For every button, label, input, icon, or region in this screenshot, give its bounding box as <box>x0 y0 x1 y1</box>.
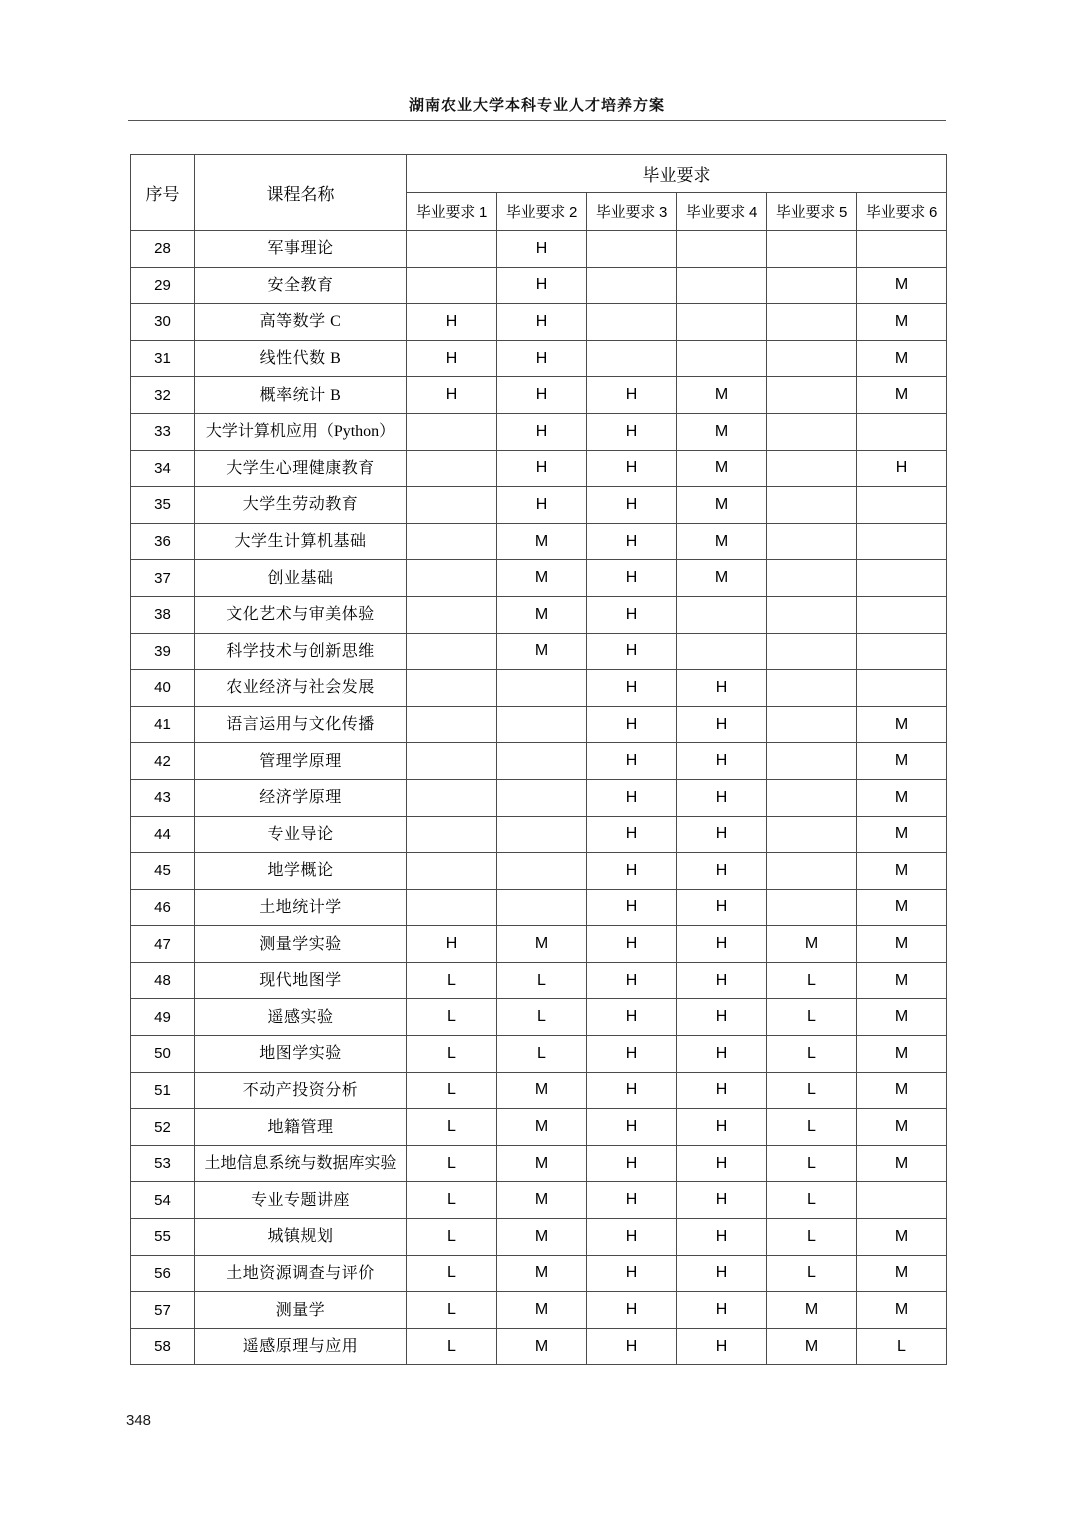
course-name-cell: 文化艺术与审美体验 <box>195 596 407 633</box>
requirement-level-cell <box>407 633 497 670</box>
row-index-cell: 34 <box>131 450 195 487</box>
requirement-level-cell: M <box>497 1292 587 1329</box>
row-index-cell: 56 <box>131 1255 195 1292</box>
table-row <box>131 999 947 1036</box>
row-index-cell: 48 <box>131 962 195 999</box>
requirement-level-cell: M <box>677 560 767 597</box>
requirement-level-cell: M <box>857 999 947 1036</box>
course-name-cell: 地学概论 <box>195 853 407 890</box>
requirement-level-cell <box>407 670 497 707</box>
requirement-level-cell <box>677 633 767 670</box>
requirement-level-cell: H <box>587 1328 677 1365</box>
requirement-level-cell: H <box>677 889 767 926</box>
requirement-level-cell: H <box>587 1145 677 1182</box>
requirement-level-cell: M <box>677 413 767 450</box>
requirement-level-cell: H <box>497 267 587 304</box>
requirement-level-cell: L <box>407 999 497 1036</box>
requirement-level-cell: M <box>857 853 947 890</box>
requirement-level-cell: H <box>587 633 677 670</box>
requirement-level-cell: H <box>587 1072 677 1109</box>
requirement-level-cell <box>767 560 857 597</box>
course-name-cell: 经济学原理 <box>195 779 407 816</box>
table-row <box>131 816 947 853</box>
requirement-level-cell: H <box>587 1219 677 1256</box>
requirement-level-cell: L <box>767 999 857 1036</box>
table-row <box>131 1182 947 1219</box>
column-header-requirement-5: 毕业要求 5 <box>767 193 857 231</box>
requirement-level-cell: M <box>497 596 587 633</box>
requirement-level-cell: M <box>497 633 587 670</box>
row-index-cell: 31 <box>131 340 195 377</box>
header-row-top <box>131 155 947 193</box>
requirement-level-cell: M <box>857 962 947 999</box>
row-index-cell: 51 <box>131 1072 195 1109</box>
requirement-level-cell <box>407 231 497 268</box>
requirement-level-cell: M <box>677 377 767 414</box>
requirement-level-cell: L <box>497 1036 587 1073</box>
requirement-level-cell: M <box>497 523 587 560</box>
requirement-level-cell: H <box>677 1255 767 1292</box>
requirement-level-cell: H <box>587 1255 677 1292</box>
requirement-level-cell: L <box>407 1182 497 1219</box>
requirement-level-cell <box>677 267 767 304</box>
requirement-level-cell <box>767 670 857 707</box>
requirement-level-cell: M <box>857 304 947 341</box>
column-header-requirement-4: 毕业要求 4 <box>677 193 767 231</box>
course-name-cell: 地籍管理 <box>195 1109 407 1146</box>
table-row <box>131 1036 947 1073</box>
requirement-level-cell: L <box>767 1219 857 1256</box>
requirement-level-cell <box>677 231 767 268</box>
course-name-cell: 创业基础 <box>195 560 407 597</box>
table-row <box>131 962 947 999</box>
header-divider <box>128 120 946 121</box>
course-name-cell: 语言运用与文化传播 <box>195 706 407 743</box>
requirement-level-cell <box>857 560 947 597</box>
course-name-cell: 土地统计学 <box>195 889 407 926</box>
requirement-level-cell: H <box>407 340 497 377</box>
requirement-level-cell: M <box>497 1255 587 1292</box>
requirement-level-cell: M <box>857 926 947 963</box>
requirement-level-cell <box>677 304 767 341</box>
requirement-level-cell <box>407 413 497 450</box>
requirement-level-cell: M <box>767 926 857 963</box>
requirement-level-cell: H <box>587 706 677 743</box>
column-header-requirement-6: 毕业要求 6 <box>857 193 947 231</box>
requirement-level-cell: M <box>857 706 947 743</box>
requirement-level-cell: H <box>677 1036 767 1073</box>
requirement-level-cell: M <box>857 340 947 377</box>
requirement-level-cell: M <box>857 779 947 816</box>
table-row <box>131 706 947 743</box>
requirement-level-cell: H <box>587 962 677 999</box>
table-row <box>131 487 947 524</box>
requirement-level-cell <box>407 487 497 524</box>
table-row <box>131 1109 947 1146</box>
requirement-level-cell: M <box>857 889 947 926</box>
requirement-level-cell: M <box>497 1109 587 1146</box>
requirement-level-cell: H <box>587 1292 677 1329</box>
requirement-level-cell: H <box>497 377 587 414</box>
requirement-level-cell <box>497 743 587 780</box>
table-row <box>131 523 947 560</box>
table-row <box>131 670 947 707</box>
requirement-level-cell <box>767 816 857 853</box>
table-row <box>131 779 947 816</box>
table-row <box>131 743 947 780</box>
requirement-level-cell: H <box>407 304 497 341</box>
requirement-level-cell <box>767 523 857 560</box>
requirement-level-cell: M <box>677 450 767 487</box>
course-name-cell: 大学生计算机基础 <box>195 523 407 560</box>
requirement-level-cell: M <box>497 1072 587 1109</box>
row-index-cell: 42 <box>131 743 195 780</box>
table-row <box>131 1219 947 1256</box>
course-name-cell: 科学技术与创新思维 <box>195 633 407 670</box>
requirement-level-cell: H <box>497 487 587 524</box>
requirement-level-cell: L <box>767 1255 857 1292</box>
requirement-level-cell <box>857 413 947 450</box>
requirement-level-cell: H <box>497 413 587 450</box>
requirement-level-cell <box>767 487 857 524</box>
row-index-cell: 37 <box>131 560 195 597</box>
requirement-level-cell <box>407 560 497 597</box>
requirement-level-cell: L <box>407 1255 497 1292</box>
row-index-cell: 46 <box>131 889 195 926</box>
requirement-level-cell <box>767 340 857 377</box>
row-index-cell: 30 <box>131 304 195 341</box>
requirement-level-cell <box>767 231 857 268</box>
requirement-level-cell: H <box>587 450 677 487</box>
row-index-cell: 29 <box>131 267 195 304</box>
requirement-level-cell <box>767 779 857 816</box>
row-index-cell: 50 <box>131 1036 195 1073</box>
requirement-level-cell: L <box>407 1292 497 1329</box>
row-index-cell: 45 <box>131 853 195 890</box>
requirement-level-cell <box>677 596 767 633</box>
course-name-cell: 不动产投资分析 <box>195 1072 407 1109</box>
requirement-level-cell <box>587 340 677 377</box>
requirement-level-cell: L <box>767 1145 857 1182</box>
requirement-level-cell <box>857 633 947 670</box>
requirement-level-cell <box>767 267 857 304</box>
requirement-level-cell <box>407 523 497 560</box>
row-index-cell: 41 <box>131 706 195 743</box>
requirement-level-cell: H <box>587 816 677 853</box>
table-head <box>131 155 947 231</box>
course-name-cell: 专业导论 <box>195 816 407 853</box>
requirement-level-cell: H <box>677 1328 767 1365</box>
requirement-level-cell: H <box>677 706 767 743</box>
requirement-level-cell: H <box>677 779 767 816</box>
requirement-level-cell <box>497 779 587 816</box>
requirement-level-cell <box>857 596 947 633</box>
requirement-level-cell: H <box>587 560 677 597</box>
table-row <box>131 1328 947 1365</box>
table-row <box>131 340 947 377</box>
requirement-level-cell: H <box>587 413 677 450</box>
requirement-level-cell: H <box>497 231 587 268</box>
course-name-cell: 农业经济与社会发展 <box>195 670 407 707</box>
requirement-level-cell: M <box>497 1219 587 1256</box>
requirement-level-cell: M <box>677 487 767 524</box>
row-index-cell: 39 <box>131 633 195 670</box>
requirement-level-cell: M <box>497 560 587 597</box>
requirement-level-cell: L <box>407 1109 497 1146</box>
requirement-level-cell <box>857 523 947 560</box>
row-index-cell: 40 <box>131 670 195 707</box>
requirement-level-cell: M <box>857 1072 947 1109</box>
course-requirement-matrix <box>130 154 946 1365</box>
table-row <box>131 1145 947 1182</box>
requirement-level-cell <box>497 670 587 707</box>
requirement-level-cell <box>857 231 947 268</box>
course-name-cell: 遥感原理与应用 <box>195 1328 407 1365</box>
course-name-cell: 现代地图学 <box>195 962 407 999</box>
course-name-cell: 大学计算机应用（Python） <box>195 413 407 450</box>
requirement-level-cell: L <box>497 962 587 999</box>
course-name-cell: 城镇规划 <box>195 1219 407 1256</box>
row-index-cell: 53 <box>131 1145 195 1182</box>
requirement-level-cell: L <box>407 1219 497 1256</box>
requirement-level-cell: H <box>497 340 587 377</box>
requirement-level-cell: H <box>587 1036 677 1073</box>
row-index-cell: 35 <box>131 487 195 524</box>
requirement-level-cell: L <box>407 1145 497 1182</box>
row-index-cell: 49 <box>131 999 195 1036</box>
requirement-level-cell: M <box>857 1109 947 1146</box>
requirement-level-cell: H <box>677 743 767 780</box>
requirement-level-cell: H <box>677 962 767 999</box>
row-index-cell: 33 <box>131 413 195 450</box>
column-header-requirement-3: 毕业要求 3 <box>587 193 677 231</box>
row-index-cell: 43 <box>131 779 195 816</box>
requirement-level-cell: H <box>587 523 677 560</box>
course-name-cell: 土地信息系统与数据库实验 <box>195 1145 407 1182</box>
requirement-level-cell <box>767 450 857 487</box>
requirement-level-cell <box>767 743 857 780</box>
table-row <box>131 267 947 304</box>
requirement-level-cell <box>407 706 497 743</box>
requirement-level-cell: L <box>767 962 857 999</box>
row-index-cell: 58 <box>131 1328 195 1365</box>
requirement-level-cell: H <box>587 1182 677 1219</box>
table-row <box>131 377 947 414</box>
requirement-level-cell: H <box>677 1145 767 1182</box>
table-row <box>131 413 947 450</box>
requirement-level-cell <box>497 706 587 743</box>
course-name-cell: 安全教育 <box>195 267 407 304</box>
requirement-level-cell: L <box>767 1109 857 1146</box>
column-header-index: 序号 <box>131 155 195 231</box>
requirement-level-cell <box>407 267 497 304</box>
table-row <box>131 596 947 633</box>
row-index-cell: 28 <box>131 231 195 268</box>
requirement-level-cell <box>857 670 947 707</box>
requirement-level-cell <box>857 487 947 524</box>
requirement-level-cell: H <box>677 999 767 1036</box>
requirement-level-cell: L <box>407 1072 497 1109</box>
requirement-level-cell <box>407 816 497 853</box>
requirement-level-cell: M <box>857 377 947 414</box>
requirement-level-cell <box>767 413 857 450</box>
running-header <box>128 96 946 121</box>
course-name-cell: 遥感实验 <box>195 999 407 1036</box>
requirement-level-cell: L <box>497 999 587 1036</box>
table-row <box>131 633 947 670</box>
table-body <box>131 231 947 1365</box>
requirement-level-cell: H <box>857 450 947 487</box>
requirement-level-cell: M <box>857 1255 947 1292</box>
requirement-level-cell <box>497 816 587 853</box>
requirement-level-cell: H <box>677 926 767 963</box>
requirement-level-cell: H <box>587 487 677 524</box>
requirement-level-cell: H <box>587 743 677 780</box>
requirement-level-cell: H <box>407 926 497 963</box>
table-row <box>131 926 947 963</box>
course-name-cell: 高等数学 C <box>195 304 407 341</box>
requirement-level-cell: M <box>857 1219 947 1256</box>
requirement-level-cell: H <box>587 889 677 926</box>
requirement-level-cell <box>587 304 677 341</box>
requirement-level-cell <box>587 267 677 304</box>
row-index-cell: 32 <box>131 377 195 414</box>
requirement-level-cell: H <box>587 670 677 707</box>
requirement-level-cell: M <box>677 523 767 560</box>
requirement-level-cell: M <box>767 1328 857 1365</box>
column-header-requirement-1: 毕业要求 1 <box>407 193 497 231</box>
row-index-cell: 57 <box>131 1292 195 1329</box>
requirement-level-cell <box>407 889 497 926</box>
requirement-level-cell <box>767 706 857 743</box>
requirement-level-cell: L <box>407 1036 497 1073</box>
requirement-level-cell: L <box>407 962 497 999</box>
table-row <box>131 889 947 926</box>
requirement-level-cell <box>767 853 857 890</box>
requirement-level-cell: M <box>497 926 587 963</box>
requirement-level-cell <box>767 596 857 633</box>
row-index-cell: 55 <box>131 1219 195 1256</box>
requirement-level-cell <box>587 231 677 268</box>
requirement-level-cell: M <box>857 267 947 304</box>
row-index-cell: 54 <box>131 1182 195 1219</box>
requirement-level-cell: H <box>587 377 677 414</box>
requirement-level-cell: M <box>857 816 947 853</box>
requirement-level-cell <box>767 889 857 926</box>
requirement-level-cell: M <box>857 743 947 780</box>
requirement-level-cell: H <box>587 1109 677 1146</box>
document-title: 湖南农业大学本科专业人才培养方案 <box>408 98 665 114</box>
requirement-level-cell: H <box>587 999 677 1036</box>
requirement-level-cell: H <box>497 304 587 341</box>
course-name-cell: 土地资源调查与评价 <box>195 1255 407 1292</box>
requirement-level-cell: H <box>587 926 677 963</box>
requirement-level-cell <box>857 1182 947 1219</box>
course-name-cell: 大学生劳动教育 <box>195 487 407 524</box>
table-row <box>131 231 947 268</box>
requirement-level-cell <box>407 596 497 633</box>
table-row <box>131 1255 947 1292</box>
column-header-requirement-2: 毕业要求 2 <box>497 193 587 231</box>
requirement-level-cell: H <box>677 1219 767 1256</box>
requirement-level-cell <box>407 779 497 816</box>
requirement-level-cell: L <box>767 1182 857 1219</box>
requirement-level-cell: H <box>497 450 587 487</box>
requirement-level-cell: H <box>407 377 497 414</box>
requirement-level-cell: L <box>767 1036 857 1073</box>
requirement-level-cell: L <box>857 1328 947 1365</box>
requirement-level-cell: M <box>497 1145 587 1182</box>
requirement-level-cell: M <box>857 1036 947 1073</box>
requirement-level-cell: M <box>857 1292 947 1329</box>
requirement-level-cell: H <box>677 1292 767 1329</box>
course-name-cell: 地图学实验 <box>195 1036 407 1073</box>
course-name-cell: 测量学 <box>195 1292 407 1329</box>
table-row <box>131 560 947 597</box>
requirement-level-cell <box>767 633 857 670</box>
row-index-cell: 47 <box>131 926 195 963</box>
requirement-level-cell: M <box>767 1292 857 1329</box>
table-row <box>131 853 947 890</box>
requirement-level-cell: H <box>677 853 767 890</box>
course-name-cell: 线性代数 B <box>195 340 407 377</box>
requirement-level-cell: H <box>587 779 677 816</box>
page-number: 348 <box>126 1412 152 1429</box>
row-index-cell: 38 <box>131 596 195 633</box>
requirement-level-cell: H <box>677 1109 767 1146</box>
requirement-level-cell: H <box>677 670 767 707</box>
table-row <box>131 1072 947 1109</box>
requirement-level-cell: H <box>587 853 677 890</box>
course-name-cell: 大学生心理健康教育 <box>195 450 407 487</box>
requirement-level-cell: M <box>497 1182 587 1219</box>
requirement-level-cell <box>407 743 497 780</box>
requirement-level-cell <box>767 304 857 341</box>
row-index-cell: 36 <box>131 523 195 560</box>
requirement-level-cell <box>497 889 587 926</box>
row-index-cell: 44 <box>131 816 195 853</box>
table-row <box>131 450 947 487</box>
course-name-cell: 专业专题讲座 <box>195 1182 407 1219</box>
requirement-level-cell: M <box>497 1328 587 1365</box>
table-row <box>131 1292 947 1329</box>
requirement-level-cell: L <box>767 1072 857 1109</box>
column-group-header-graduation-requirements: 毕业要求 <box>407 155 947 193</box>
matrix-table <box>130 154 947 1365</box>
column-header-course-name: 课程名称 <box>195 155 407 231</box>
requirement-level-cell: H <box>677 816 767 853</box>
requirement-level-cell: M <box>857 1145 947 1182</box>
requirement-level-cell: L <box>407 1328 497 1365</box>
requirement-level-cell <box>677 340 767 377</box>
requirement-level-cell: H <box>587 596 677 633</box>
requirement-level-cell <box>497 853 587 890</box>
course-name-cell: 管理学原理 <box>195 743 407 780</box>
course-name-cell: 测量学实验 <box>195 926 407 963</box>
course-name-cell: 军事理论 <box>195 231 407 268</box>
table-row <box>131 304 947 341</box>
requirement-level-cell: H <box>677 1072 767 1109</box>
row-index-cell: 52 <box>131 1109 195 1146</box>
course-name-cell: 概率统计 B <box>195 377 407 414</box>
requirement-level-cell <box>407 450 497 487</box>
requirement-level-cell <box>767 377 857 414</box>
requirement-level-cell <box>407 853 497 890</box>
requirement-level-cell: H <box>677 1182 767 1219</box>
